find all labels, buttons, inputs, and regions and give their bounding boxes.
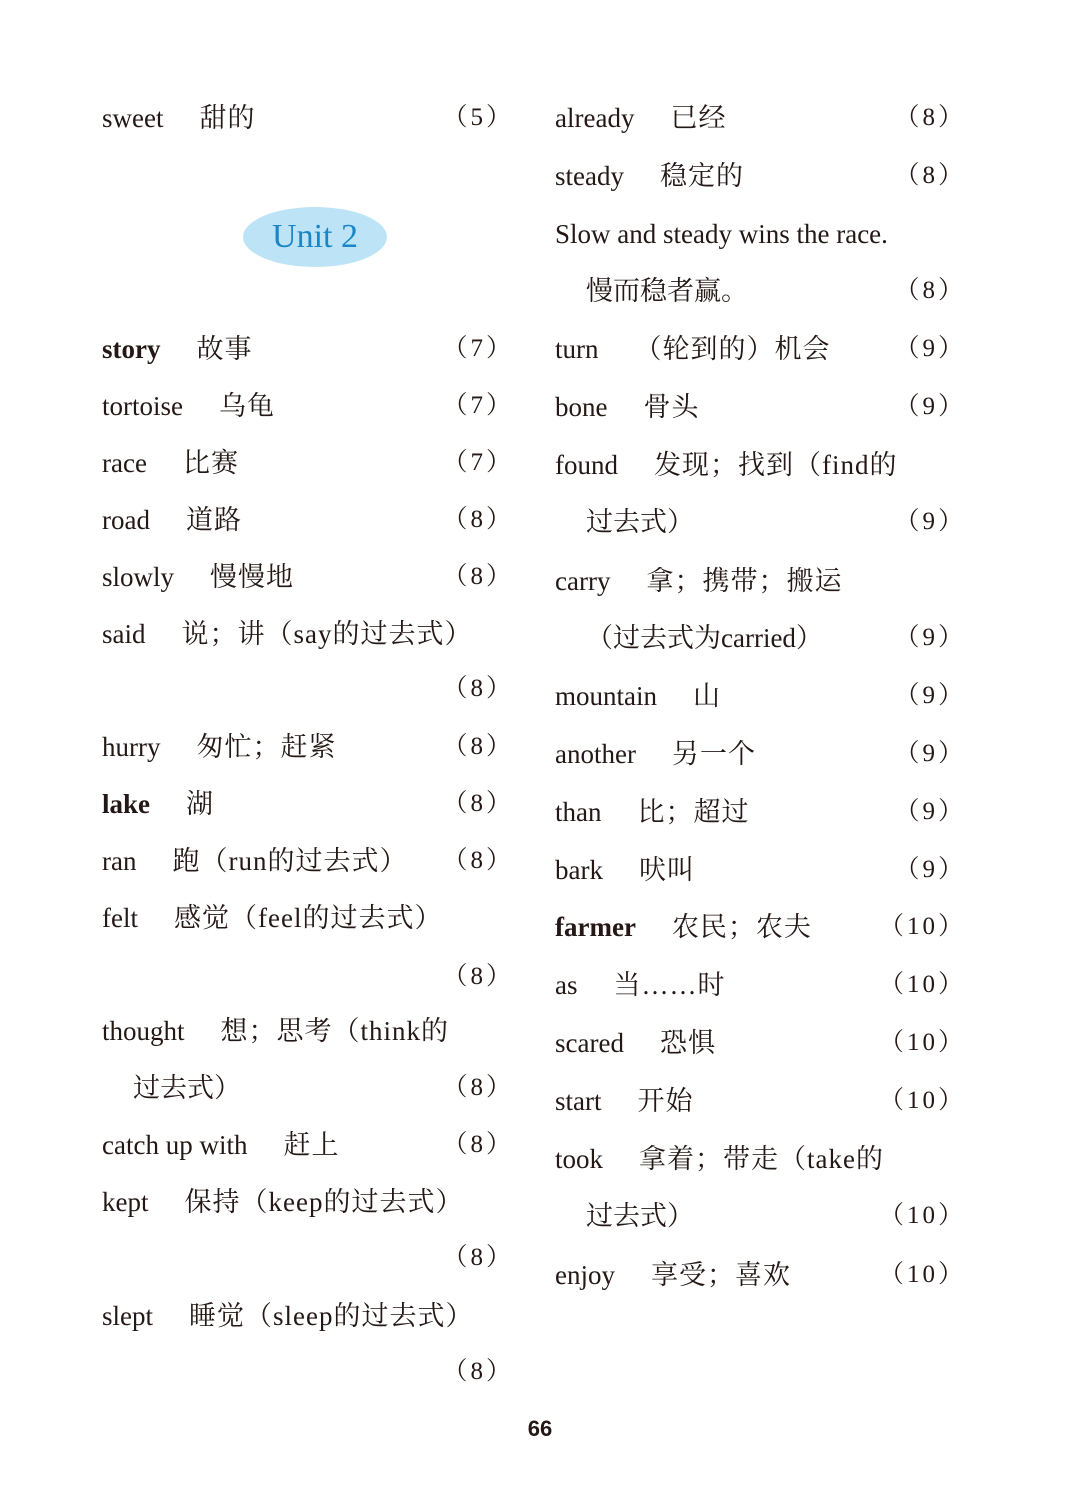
word: found [555,450,618,480]
word: tortoise [102,391,183,421]
word: hurry [102,732,161,762]
vocab-entry [555,390,699,424]
page-ref: （9） [894,856,966,883]
word: another [555,739,636,769]
page-ref: （8） [442,790,514,817]
meaning: 比；超过 [637,797,750,827]
meaning: 匆忙；赶紧 [196,732,337,762]
word: felt [102,903,138,933]
vocab-entry [102,503,242,537]
meaning: 已经 [670,103,727,133]
vocab-entry [555,795,750,829]
page-ref: （8） [442,1358,514,1385]
word: already [555,103,635,133]
page-ref: （9） [894,508,966,535]
meaning: 故事 [196,334,253,364]
word: race [102,448,147,478]
word: catch up with [102,1130,248,1160]
vocab-entry [102,787,214,821]
meaning: 感觉（feel的过去式） [173,903,443,933]
vocab-entry [555,1142,884,1176]
word: than [555,797,602,827]
word: bone [555,392,608,422]
meaning: （轮到的）机会 [634,334,831,364]
vocab-entry [555,159,744,193]
vocab-entry [555,101,726,135]
vocab-entry [555,679,721,713]
vocab-entry [555,1026,716,1060]
page-ref: （8） [894,104,966,131]
page-ref: （10） [878,1202,966,1229]
word: bark [555,855,603,885]
page-ref: （8） [442,675,514,702]
word: ran [102,846,137,876]
vocab-entry [555,968,726,1002]
phrase: Slow and steady wins the race. [555,219,888,249]
meaning: 另一个 [671,739,756,769]
vocab-entry [102,389,275,423]
vocab-entry [555,448,898,482]
word: steady [555,161,624,191]
meaning: 说；讲（say的过去式） [181,619,473,649]
page-number: 66 [527,1416,553,1441]
word: lake [102,789,151,819]
meaning-continuation: 过去式） [586,1201,694,1231]
page-ref: （10） [878,1087,966,1114]
word: took [555,1144,604,1174]
vocab-entry [555,217,888,251]
page-ref: （8） [442,1244,514,1271]
meaning: 湖 [186,789,215,819]
page-ref: （10） [878,971,966,998]
word: as [555,970,578,1000]
meaning: 稳定的 [659,161,744,191]
page-ref: （7） [442,449,514,476]
word: sweet [102,103,164,133]
meaning: 山 [693,681,721,711]
unit-badge [243,207,387,267]
unit-title: Unit 2 [272,218,358,255]
word: thought [102,1016,185,1046]
word: scared [555,1028,624,1058]
vocab-entry [102,1299,473,1333]
vocab-entry [102,560,294,594]
vocab-entry [102,1128,339,1162]
word: carry [555,566,611,596]
vocab-entry [102,901,442,935]
vocab-entry [102,844,407,878]
meaning: 农民；农夫 [671,912,812,942]
meaning: 当……时 [613,970,726,1000]
vocab-entry [102,446,239,480]
word: road [102,505,150,535]
page-ref: （9） [894,624,966,651]
meaning: 跑（run的过去式） [172,846,408,876]
meaning: 享受；喜欢 [651,1260,791,1290]
vocab-entry [555,564,842,598]
meaning-continuation: （过去式为carried） [586,623,823,653]
word: enjoy [555,1260,615,1290]
meaning: 乌龟 [219,391,275,421]
page-ref: （7） [442,335,514,362]
meaning: 开始 [637,1086,694,1116]
page-ref: （8） [442,733,514,760]
word: slowly [102,562,175,592]
vocab-entry [555,1258,791,1292]
page-ref: （8） [442,563,514,590]
page-ref: （9） [894,682,966,709]
word: turn [555,334,599,364]
word: kept [102,1187,149,1217]
meaning-continuation: 慢而稳者赢。 [586,276,748,306]
page-ref: （10） [878,1261,966,1288]
meaning-continuation: 过去式） [133,1073,241,1103]
page-ref: （5） [442,104,514,131]
page-ref: （8） [442,1131,514,1158]
page-ref: （10） [878,913,966,940]
vocab-entry [555,737,756,771]
meaning: 道路 [185,505,242,535]
meaning: 发现；找到（find的 [654,450,898,480]
page-ref: （8） [442,506,514,533]
page-ref: （7） [442,392,514,419]
meaning: 慢慢地 [210,562,295,592]
vocab-entry [102,101,255,135]
vocab-entry [102,332,252,366]
vocab-entry [555,1084,694,1118]
page-ref: （8） [442,1074,514,1101]
meaning: 拿着；带走（take的 [639,1144,884,1174]
page-ref: （9） [894,335,966,362]
page-ref: （8） [894,277,966,304]
vocab-entry [102,730,336,764]
vocab-entry [102,617,473,651]
meaning: 想；思考（think的 [220,1016,450,1046]
page-ref: （9） [894,393,966,420]
meaning: 保持（keep的过去式） [184,1187,464,1217]
meaning: 吠叫 [638,855,695,885]
vocab-entry [555,910,812,944]
page-ref: （8） [894,162,966,189]
word: story [102,334,161,364]
vocab-entry [555,332,831,366]
word: said [102,619,146,649]
vocab-entry [555,853,695,887]
word: slept [102,1301,153,1331]
meaning: 睡觉（sleep的过去式） [189,1301,474,1331]
vocab-entry [102,1014,449,1048]
meaning-continuation: 过去式） [586,507,694,537]
meaning: 比赛 [182,448,239,478]
page-ref: （8） [442,847,514,874]
page-ref: （9） [894,798,966,825]
vocab-entry [102,1185,463,1219]
meaning: 恐惧 [659,1028,716,1058]
meaning: 拿；携带；搬运 [646,566,843,596]
word: start [555,1086,602,1116]
page-ref: （8） [442,963,514,990]
meaning: 甜的 [199,103,256,133]
meaning: 赶上 [283,1130,340,1160]
word: farmer [555,912,636,942]
meaning: 骨头 [643,392,700,422]
page-ref: （10） [878,1029,966,1056]
word: mountain [555,681,657,711]
page-ref: （9） [894,740,966,767]
